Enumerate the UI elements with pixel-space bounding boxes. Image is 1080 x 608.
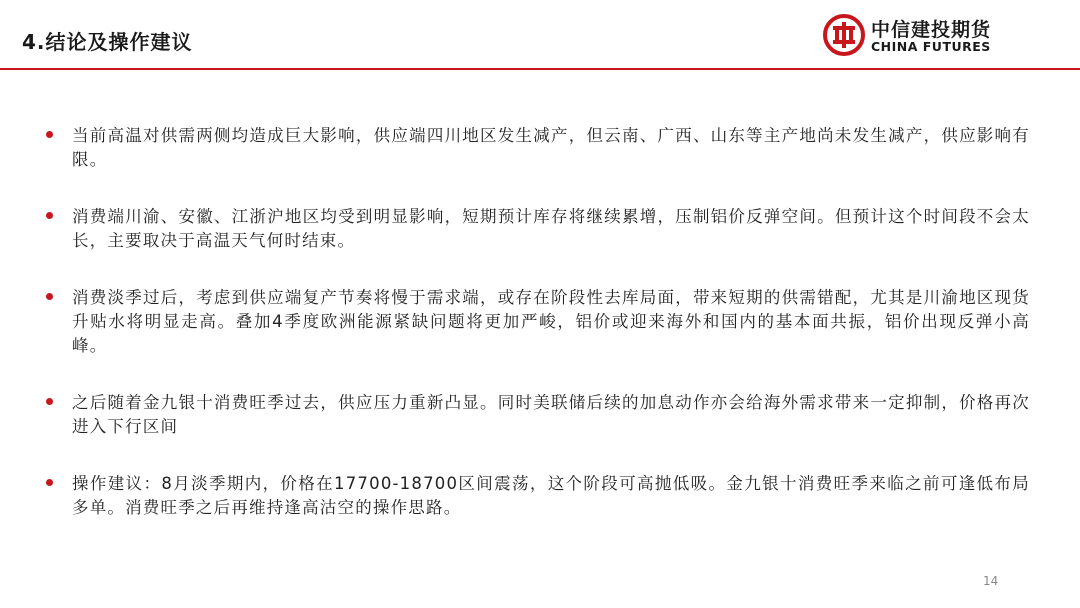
bullet-list [40, 124, 1030, 553]
bullet-text: 操作建议：8月淡季期内，价格在17700-18700区间震荡，这个阶段可高抛低吸。金九银十消费旺季来临之前可逢低布局多单。消费旺季之后再维持逢高沽空的操作思路。 [72, 474, 1030, 517]
bullet-dot-icon [46, 131, 53, 138]
bullet-item [40, 205, 1030, 253]
logo-english-name: CHINA FUTURES [871, 39, 991, 54]
bullet-item [40, 472, 1030, 520]
bullet-text: 当前高温对供需两侧均造成巨大影响，供应端四川地区发生减产，但云南、广西、山东等主产地尚未发生减产，供应影响有限。 [72, 126, 1030, 169]
slide-header [0, 0, 1080, 70]
company-logo [823, 14, 1063, 58]
bullet-text: 消费端川渝、安徽、江浙沪地区均受到明显影响，短期预计库存将继续累增，压制铝价反弹空间。但预计这个时间段不会太长，主要取决于高温天气何时结束。 [72, 207, 1030, 250]
page-number: 14 [983, 574, 999, 588]
bullet-item [40, 286, 1030, 358]
bullet-dot-icon [46, 398, 53, 405]
bullet-item [40, 124, 1030, 172]
logo-chinese-name: 中信建投期货 [871, 19, 992, 41]
china-futures-logo-icon [823, 14, 865, 56]
bullet-dot-icon [46, 293, 53, 300]
bullet-dot-icon [46, 212, 53, 219]
bullet-item [40, 391, 1030, 439]
header-divider [0, 68, 1080, 70]
bullet-text: 消费淡季过后，考虑到供应端复产节奏将慢于需求端，或存在阶段性去库局面，带来短期的供需错配，尤其是川渝地区现货升贴水将明显走高。叠加4季度欧洲能源紧缺问题将更加严峻，铝价或迎来海外和国内的基本面共振，铝价出现反弹小高峰。 [72, 288, 1030, 355]
bullet-dot-icon [46, 479, 53, 486]
bullet-text: 之后随着金九银十消费旺季过去，供应压力重新凸显。同时美联储后续的加息动作亦会给海外需求带来一定抑制，价格再次进入下行区间 [72, 393, 1030, 436]
page-title: 4.结论及操作建议 [22, 30, 193, 54]
